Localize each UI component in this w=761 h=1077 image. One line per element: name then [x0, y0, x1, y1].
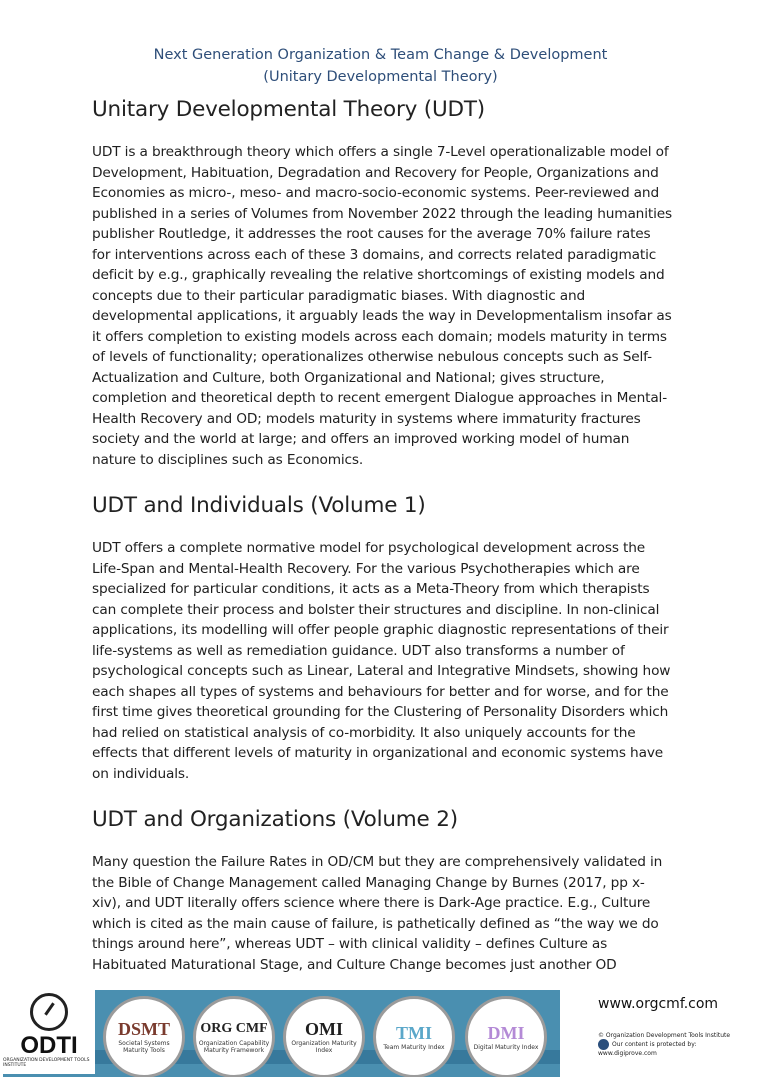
dsmt-badge	[103, 996, 185, 1077]
section-body: UDT is a breakthrough theory which offers a single 7-Level operationalizable model of Development, Habituation, Degradation and Recovery for People, Organizations and Economies as micro-, meso- and macro-socio-economic systems. Peer-reviewed and published in a series of Volumes from November 2022 through the leading humanities publisher Routledge, it addresses the root causes for the average 70% failure rates for interventions across each of these 3 domains, and corrects related paradigmatic deficit by e.g., graphically revealing the relative shortcomings of existing models and concepts due to their particular paradigmatic biases. With diagnostic and developmental applications, it arguably leads the way in Developmentalism insofar as it offers completion to existing models across each domain; models maturity in terms of levels of functionality; operationalizes otherwise nebulous concepts such as Self-Actualization and Culture, both Organizational and National; gives structure, completion and theoretical depth to recent emergent Dialogue approaches in Mental-Health Recovery and OD; models maturity in systems where immaturity fractures society and the world at large; and offers an improved working model of human nature to disciplines such as Economics.	[92, 144, 672, 468]
section-title: UDT and Individuals (Volume 1)	[92, 493, 426, 518]
dmi-badge	[465, 996, 547, 1077]
page-header	[0, 44, 761, 88]
section-body: UDT offers a complete normative model for psychological development across the Life-Span and Mental-Health Recovery. For the various Psychotherapies which are specialized for particular conditions, it acts as a Meta-Theory from which therapists can complete their process and bolster their structures and discipline. In non-clinical applications, its modelling will offer people graphic diagnostic representations of their life-systems as well as remediation guidance. UDT also transforms a number of psychological concepts such as Linear, Lateral and Integrative Mindsets, showing how each shapes all types of systems and behaviours for better and for worse, and for the first time gives theoretical grounding for the Clustering of Personality Disorders which had relied on statistical analysis of co-morbidity. It also uniquely accounts for the effects that different levels of maturity in organizational and economic systems have on individuals.	[92, 540, 671, 782]
dmi-sub: Digital Maturity Index	[473, 1043, 539, 1051]
dmi-label: DMI	[487, 1022, 525, 1043]
website-link[interactable]: www.orgcmf.com	[598, 996, 719, 1012]
omi-label: OMI	[305, 1019, 343, 1039]
header-line-1: Next Generation Organization & Team Change & Development	[153, 47, 608, 63]
dsmt-sub: Societal Systems Maturity Tools	[118, 1040, 170, 1054]
header-line-2: (Unitary Developmental Theory)	[263, 69, 498, 85]
digiprove-icon	[598, 1039, 609, 1050]
dsmt-label: DSMT	[117, 1019, 170, 1039]
legal-notice	[598, 1032, 748, 1057]
protection-notice	[598, 1039, 748, 1057]
section-title: UDT and Organizations (Volume 2)	[92, 807, 458, 832]
cmf-sub: Organization Capability Maturity Framework	[198, 1040, 270, 1054]
cmf-label: ORG CMF	[200, 1021, 268, 1036]
odti-logo	[3, 990, 95, 1074]
section-title: Unitary Developmental Theory (UDT)	[92, 97, 485, 122]
omi-sub: Organization Maturity Index	[291, 1040, 357, 1054]
section-body: Many question the Failure Rates in OD/CM but they are comprehensively validated in the Bible of Change Management called Managing Change by Burnes (2017, pp x-xiv), and UDT literally offers science where there is Dark-Age practice. E.g., Culture which is cited as the main cause of failure, is pathetically defined as “the way we do things around here”, whereas UDT – with clinical validity – defines Culture as Habituated Maturational Stage, and Culture Change becomes just another OD	[92, 854, 663, 973]
cmf-badge	[193, 996, 275, 1077]
odti-logo-sub: ORGANIZATION DEVELOPMENT TOOLS INSTITUTE	[3, 1058, 90, 1068]
tmi-label: TMI	[396, 1022, 432, 1043]
copyright-text: © Organization Development Tools Institute	[598, 1032, 731, 1039]
protection-text: Our content is protected by: www.digiprove.com	[598, 1041, 697, 1057]
tmi-badge	[373, 996, 455, 1077]
omi-badge	[283, 996, 365, 1077]
tmi-sub: Team Maturity Index	[383, 1043, 445, 1051]
clock-icon	[30, 993, 68, 1031]
document-content	[92, 92, 672, 975]
odti-logo-text: ODTI	[20, 1032, 78, 1059]
